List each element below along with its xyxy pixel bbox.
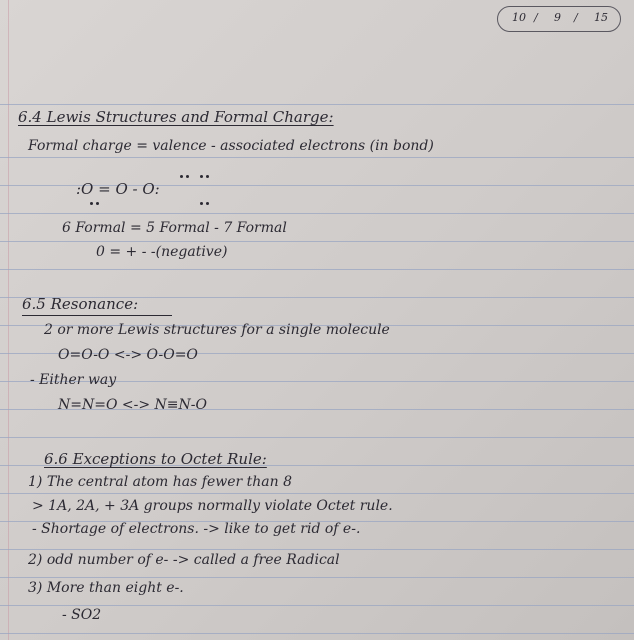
ruled-line [0,605,634,606]
resonance-definition: 2 or more Lewis structures for a single molecule [44,322,390,338]
lone-pair-dot [200,202,203,205]
ruled-line [0,241,634,242]
ruled-line [0,104,634,105]
heading-underline [22,315,172,316]
formal-charge-calc: 6 Formal = 5 Formal - 7 Formal [62,220,287,236]
either-way-note: - Either way [30,372,117,388]
exception-1-groups: > 1A, 2A, + 3A groups normally violate Octet rule. [32,498,393,514]
lone-pair-dot [206,175,209,178]
lone-pair-dot [200,175,203,178]
date-separator: / [534,11,538,24]
ruled-line [0,493,634,494]
date-box [497,6,621,32]
lewis-structure: :O = O - O: [76,180,160,198]
ruled-line [0,633,634,634]
ruled-line [0,437,634,438]
lone-pair-dot [96,202,99,205]
lone-pair-dot [206,202,209,205]
lone-pair-dot [90,202,93,205]
date-day: 9 [554,11,561,24]
section-6-5-heading: 6.5 Resonance: [22,295,139,313]
resonance-eq-ozone: O=O-O <-> O-O=O [58,347,198,363]
exception-2: 2) odd number of e- -> called a free Radical [28,552,340,568]
ruled-line [0,577,634,578]
ruled-line [0,213,634,214]
formal-charge-formula: Formal charge = valence - associated electrons (in bond) [28,138,434,154]
charge-signs: 0 = + - -(negative) [96,244,228,260]
lone-pair-dot [180,175,183,178]
exception-1-shortage: - Shortage of electrons. -> like to get rid of e-. [32,521,361,537]
exception-1: 1) The central atom has fewer than 8 [28,474,293,490]
section-6-4-heading: 6.4 Lewis Structures and Formal Charge: [18,108,334,126]
date-month: 10 [512,11,526,24]
ruled-line [0,549,634,550]
section-6-6-heading: 6.6 Exceptions to Octet Rule: [44,450,267,468]
resonance-eq-n2o: N=N=O <-> N≡N-O [58,397,207,413]
ruled-line [0,157,634,158]
margin-line [8,0,9,640]
lone-pair-dot [186,175,189,178]
date-separator: / [574,11,578,24]
date-year: 15 [594,11,608,24]
ruled-line [0,269,634,270]
exception-3-example: - SO2 [62,607,102,623]
exception-3: 3) More than eight e-. [28,580,184,596]
